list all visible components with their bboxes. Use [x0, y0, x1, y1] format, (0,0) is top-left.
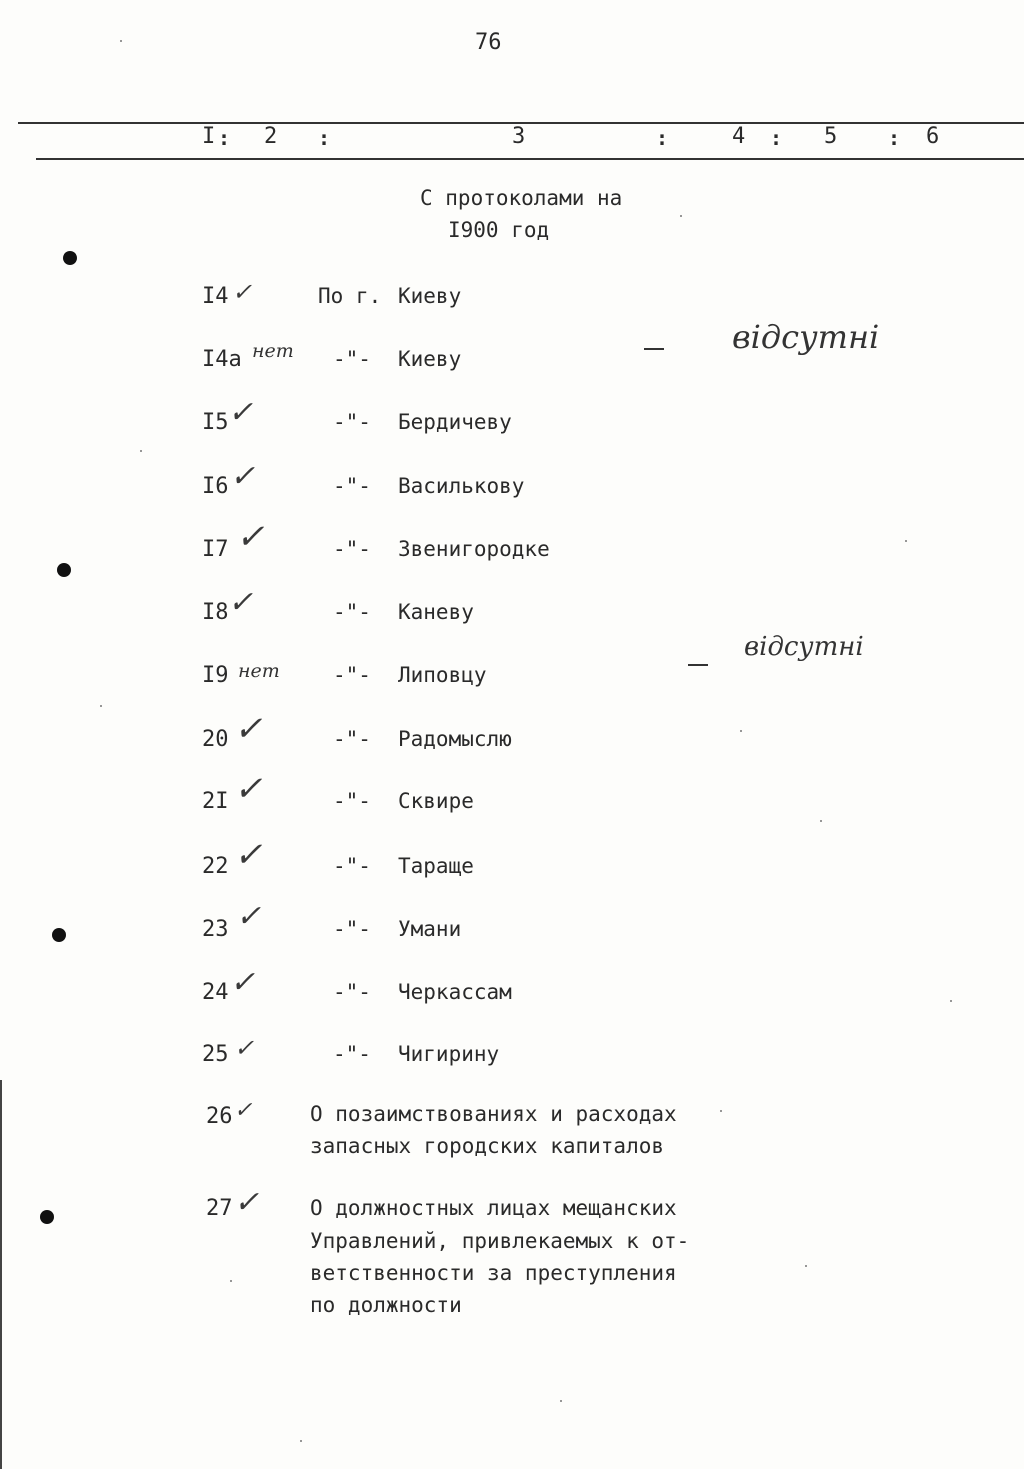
entry-description-line: Управлений, привлекаемых к от-	[310, 1229, 690, 1253]
column-header-3: 3	[512, 124, 526, 149]
section-heading-line-1: С протоколами на	[420, 186, 623, 210]
check-mark: ✓	[230, 459, 256, 494]
entry-number: 2I	[202, 789, 229, 814]
check-mark: ✓	[228, 585, 254, 620]
entry-ditto: -"-	[333, 854, 371, 878]
entry-place: Умани	[398, 917, 462, 941]
column-separator: :	[888, 126, 901, 150]
entry-number: 27	[206, 1196, 233, 1221]
section-heading-line-2: I900 год	[448, 218, 550, 242]
column-header-1: I	[202, 124, 216, 149]
column-separator: :	[770, 126, 783, 150]
check-mark: ✓	[234, 1185, 260, 1220]
entry-ditto: -"-	[333, 663, 371, 687]
scan-speck	[740, 730, 742, 732]
entry-description-line: О должностных лицах мещанских	[310, 1196, 677, 1220]
margin-note-absent: відсутні	[744, 632, 864, 662]
scan-speck	[230, 1280, 232, 1282]
entry-place: Радомыслю	[398, 727, 512, 751]
column-header-6: 6	[926, 124, 940, 149]
scan-speck	[720, 1110, 722, 1112]
entry-ditto: -"-	[333, 347, 371, 371]
entry-number: I5	[202, 410, 229, 435]
check-mark: ✓	[234, 835, 263, 875]
column-header-4: 4	[732, 124, 746, 149]
entry-ditto: -"-	[333, 980, 371, 1004]
entry-description-line: запасных городских капиталов	[310, 1134, 665, 1158]
entry-number: I9	[202, 663, 229, 688]
handwritten-note: нет	[238, 660, 280, 682]
check-mark: ✓	[234, 1034, 255, 1062]
margin-dash	[644, 348, 664, 350]
entry-ditto: -"-	[333, 727, 371, 751]
punch-hole	[52, 928, 66, 942]
header-rule-bottom	[36, 158, 1024, 160]
check-mark: ✓	[232, 278, 253, 306]
column-separator: :	[218, 126, 231, 150]
scan-speck	[120, 40, 122, 42]
page-edge	[0, 1080, 2, 1469]
scan-speck	[905, 540, 907, 542]
scan-speck	[560, 1400, 562, 1402]
handwritten-note: нет	[252, 340, 294, 362]
entry-place: Липовцу	[398, 663, 487, 687]
entry-place: Киеву	[398, 347, 462, 371]
entry-description-line: О позаимствованиях и расходах	[310, 1102, 677, 1126]
check-mark: ✓	[234, 1098, 253, 1123]
entry-description-line: ветственности за преступления	[310, 1261, 677, 1285]
entry-place: Василькову	[398, 474, 525, 498]
margin-dash	[688, 664, 708, 666]
entry-number: 22	[202, 854, 229, 879]
entry-ditto: -"-	[333, 917, 371, 941]
column-header-2: 2	[264, 124, 278, 149]
entry-place: Бердичеву	[398, 410, 512, 434]
punch-hole	[57, 563, 71, 577]
entry-number: I4	[202, 284, 229, 309]
entry-number: I7	[202, 537, 229, 562]
entry-number: 20	[202, 727, 229, 752]
entry-number: 23	[202, 917, 229, 942]
entry-number: 25	[202, 1042, 229, 1067]
check-mark: ✓	[228, 395, 254, 430]
entry-number: 26	[206, 1104, 233, 1129]
check-mark: ✓	[236, 517, 265, 557]
column-separator: :	[656, 126, 669, 150]
entry-place: Киеву	[398, 284, 462, 308]
entry-ditto: -"-	[333, 789, 371, 813]
column-separator: :	[318, 126, 331, 150]
column-header-5: 5	[824, 124, 838, 149]
scan-speck	[820, 820, 822, 822]
check-mark: ✓	[234, 709, 263, 749]
scan-speck	[950, 1000, 952, 1002]
page-number: 76	[475, 30, 502, 55]
scan-speck	[300, 1440, 302, 1442]
check-mark: ✓	[236, 899, 262, 934]
entry-number: I4a	[202, 347, 242, 372]
entry-prefix: По г.	[318, 284, 382, 308]
entry-place: Тараще	[398, 854, 474, 878]
check-mark: ✓	[234, 769, 263, 809]
entry-place: Сквире	[398, 789, 474, 813]
margin-note-absent: відсутні	[732, 318, 880, 356]
entry-number: 24	[202, 980, 229, 1005]
entry-ditto: -"-	[333, 1042, 371, 1066]
scan-speck	[140, 450, 142, 452]
entry-place: Черкассам	[398, 980, 512, 1004]
entry-place: Чигирину	[398, 1042, 500, 1066]
punch-hole	[63, 251, 77, 265]
entry-ditto: -"-	[333, 600, 371, 624]
entry-number: I8	[202, 600, 229, 625]
entry-place: Каневу	[398, 600, 474, 624]
entry-description-line: по должности	[310, 1293, 462, 1317]
entry-ditto: -"-	[333, 537, 371, 561]
entry-number: I6	[202, 474, 229, 499]
check-mark: ✓	[230, 965, 256, 1000]
entry-place: Звенигородке	[398, 537, 550, 561]
entry-ditto: -"-	[333, 410, 371, 434]
scan-speck	[805, 1265, 807, 1267]
entry-ditto: -"-	[333, 474, 371, 498]
scan-speck	[100, 705, 102, 707]
punch-hole	[40, 1210, 54, 1224]
scan-speck	[680, 215, 682, 217]
